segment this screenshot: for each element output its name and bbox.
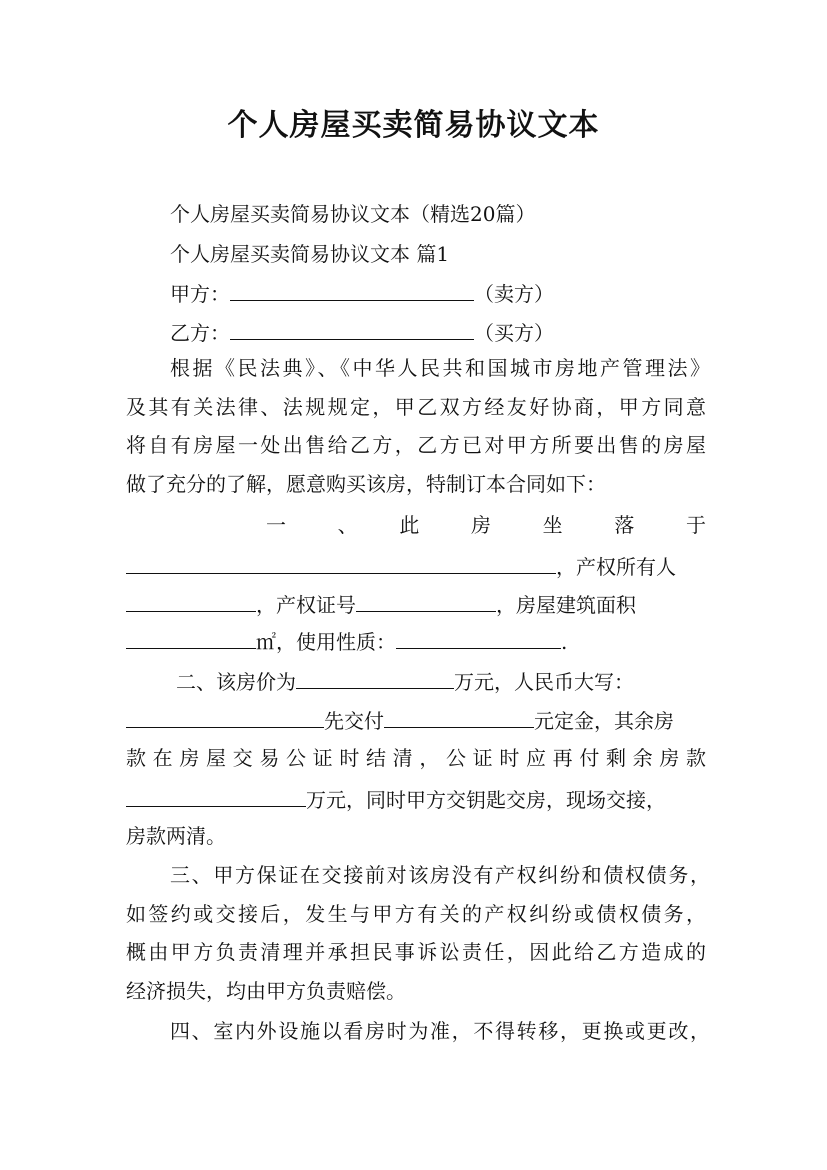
- section-heading: 个人房屋买卖简易协议文本 篇1: [170, 242, 450, 266]
- clause2-line: 房款两清。: [126, 824, 226, 848]
- usage-blank: [396, 620, 561, 649]
- subtitle: 个人房屋买卖简易协议文本（精选20篇）: [170, 202, 536, 226]
- clause3-line: 三、甲方保证在交接前对该房没有产权纠纷和债权债务，: [170, 863, 710, 887]
- clause2-line: [126, 778, 706, 818]
- party-b-label: 乙方：: [170, 321, 230, 345]
- price-blank: [296, 660, 454, 689]
- intro-line: 做了充分的了解，愿意购买该房，特制订本合同如下：: [126, 472, 606, 496]
- clause3-line: 概由甲方负责清理并承担民事诉讼责任，因此给乙方造成的: [126, 940, 706, 964]
- document-title: 个人房屋买卖简易协议文本: [227, 108, 600, 143]
- usage-end: .: [561, 630, 568, 654]
- area-blank: [126, 620, 256, 649]
- clause2-line: [126, 699, 706, 739]
- intro-line: 及其有关法律、法规规定，甲乙双方经友好协商，甲方同意: [126, 395, 706, 419]
- party-b-blank: [230, 311, 474, 340]
- deposit-label: 先交付: [324, 709, 384, 733]
- clause3-line: 经济损失，均由甲方负责赔偿。: [126, 979, 406, 1003]
- party-a-label: 甲方：: [170, 282, 230, 306]
- intro-line: 根据《民法典》、《中华人民共和国城市房地产管理法》: [170, 356, 710, 380]
- balance-after: 万元，同时甲方交钥匙交房，现场交接，: [306, 788, 666, 812]
- deposit-after: 元定金，其余房: [534, 709, 674, 733]
- party-a-line: [170, 272, 710, 312]
- party-a-role: （卖方）: [474, 282, 554, 306]
- area-label: ，房屋建筑面积: [496, 593, 636, 617]
- balance-blank: [126, 778, 306, 807]
- clause1-line: [126, 620, 706, 660]
- owner-blank: [126, 583, 256, 612]
- intro-line: 将自有房屋一处出售给乙方，乙方已对甲方所要出售的房屋: [126, 433, 706, 457]
- clause1-location-label: 一 、 此 房 坐 落 于: [266, 513, 706, 537]
- party-a-blank: [230, 272, 474, 301]
- price-capital-blank: [126, 699, 324, 728]
- clause2-line: 款在房屋交易公证时结清，公证时应再付剩余房款: [126, 746, 706, 770]
- party-b-line: [170, 311, 710, 351]
- price-capital-label: 万元，人民币大写：: [454, 670, 634, 694]
- price-label: 二、该房价为: [176, 670, 296, 694]
- certificate-label: ，产权证号: [256, 593, 356, 617]
- usage-label: ㎡，使用性质：: [256, 630, 396, 654]
- clause1-line: [126, 545, 706, 585]
- certificate-blank: [356, 583, 496, 612]
- clause2-line: [176, 660, 716, 700]
- deposit-blank: [384, 699, 534, 728]
- location-blank: [126, 545, 556, 574]
- owner-label: ，产权所有人: [556, 555, 676, 579]
- clause3-line: 如签约或交接后，发生与甲方有关的产权纠纷或债权债务，: [126, 902, 706, 926]
- party-b-role: （买方）: [474, 321, 554, 345]
- clause4-line: 四、室内外设施以看房时为准，不得转移，更换或更改，: [170, 1019, 710, 1043]
- clause1-line: [266, 505, 706, 545]
- clause1-line: [126, 583, 706, 623]
